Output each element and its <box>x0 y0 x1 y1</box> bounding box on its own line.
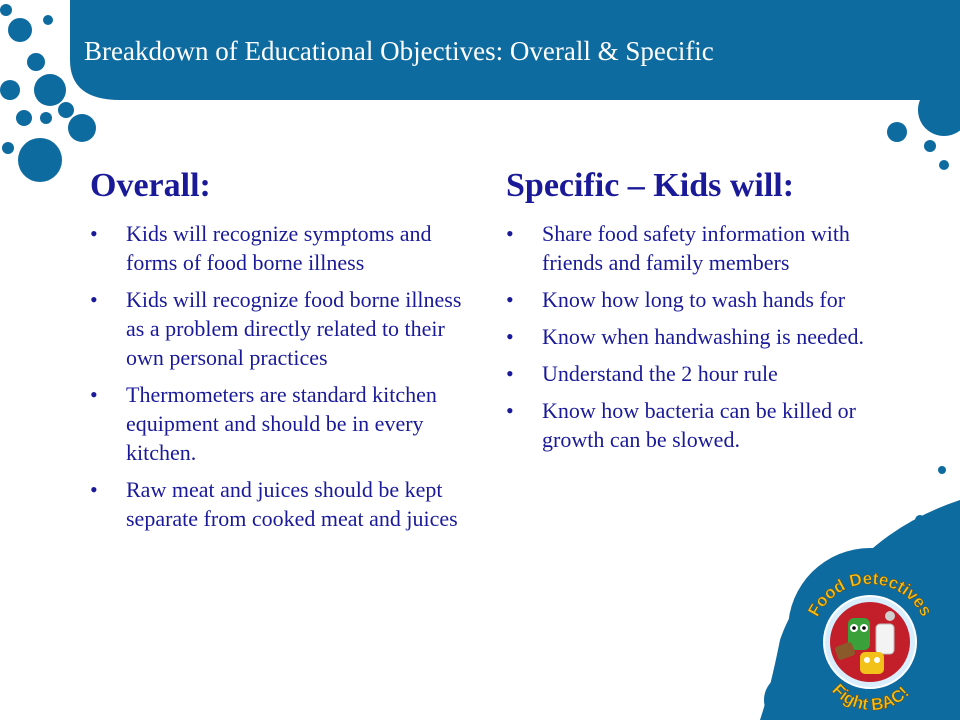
list-item-text: Share food safety information with friends and family members <box>542 220 850 275</box>
overall-column <box>90 166 480 541</box>
list-item-text: Thermometers are standard kitchen equipment and should be in every kitchen. <box>126 381 437 465</box>
specific-column <box>506 166 896 462</box>
list-item-text: Know when handwashing is needed. <box>542 323 864 349</box>
bullet-icon: • <box>506 220 514 246</box>
logo-bottom-text: Fight BAC! <box>828 680 913 715</box>
list-item-text: Kids will recognize symptoms and forms of food borne illness <box>126 220 432 275</box>
list-item-text: Know how long to wash hands for <box>542 286 846 312</box>
bullet-icon: • <box>506 286 514 312</box>
list-item-text: Kids will recognize food borne illness as a problem directly related to their own personal practices <box>126 286 462 370</box>
list-item <box>506 219 896 277</box>
list-item <box>506 396 896 454</box>
bullet-icon: • <box>90 381 98 407</box>
list-item <box>506 322 896 351</box>
bullet-icon: • <box>90 220 98 246</box>
bullet-icon: • <box>506 397 514 423</box>
overall-heading: Overall: <box>90 167 211 204</box>
list-item <box>90 285 480 372</box>
bullet-icon: • <box>506 323 514 349</box>
logo-top-text: Food Detectives <box>804 568 936 620</box>
slide-title: Breakdown of Educational Objectives: Overall & Specific <box>84 36 714 66</box>
list-item <box>90 380 480 467</box>
bullet-icon: • <box>90 476 98 502</box>
list-item <box>506 285 896 314</box>
list-item <box>90 475 480 533</box>
list-item-text: Know how bacteria can be killed or growth can be slowed. <box>542 397 856 452</box>
list-item-text: Understand the 2 hour rule <box>542 360 778 386</box>
specific-heading: Specific – Kids will: <box>506 167 795 204</box>
overall-list <box>90 219 480 533</box>
bullet-icon: • <box>506 360 514 386</box>
bullet-icon: • <box>90 286 98 312</box>
list-item <box>506 359 896 388</box>
list-item-text: Raw meat and juices should be kept separate from cooked meat and juices <box>126 476 458 531</box>
specific-list <box>506 219 896 454</box>
list-item <box>90 219 480 277</box>
food-detectives-logo <box>790 560 950 720</box>
